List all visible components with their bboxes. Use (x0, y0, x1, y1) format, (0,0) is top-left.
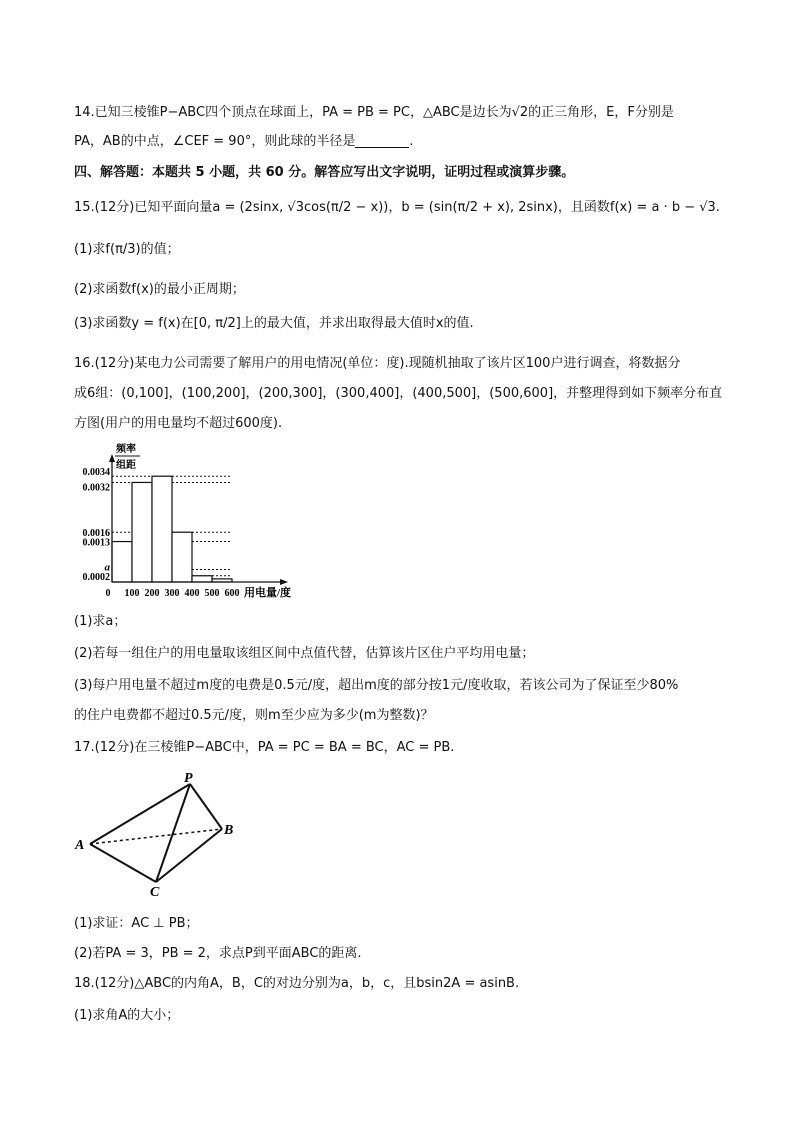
y-axis-arrow (109, 454, 115, 462)
frequency-histogram (70, 440, 310, 605)
tetrahedron-figure (70, 768, 240, 900)
x-tick-label-2: 200 (144, 588, 160, 599)
x-tick-label-6: 600 (224, 588, 240, 599)
bar-0 (112, 542, 132, 582)
bar-4 (192, 576, 212, 582)
y-label-numerator: 频率 (116, 444, 136, 455)
x-tick-label-4: 400 (184, 588, 200, 599)
q14-line2-end: . (409, 134, 414, 149)
q15-stem: 15.(12分)已知平面向量a = (2sinx, √3cos(π/2 − x))，b = (sin(π/2 + x), 2sinx)，且函数f(x) = a · b − √3. (74, 200, 720, 215)
q16-part2: (2)若每一组住户的用电量取该组区间中点值代替，估算该片区住户平均用电量； (74, 646, 535, 661)
histogram-group (83, 442, 292, 599)
vertex-label-A: A (75, 838, 85, 853)
bar-3 (172, 532, 192, 582)
q15-part2: (2)求函数f(x)的最小正周期； (74, 282, 245, 297)
bar-2 (152, 476, 172, 582)
y-tick-label-3: 0.0013 (82, 537, 110, 549)
x-tick-label-0: 0 (105, 588, 111, 599)
q18-part1: (1)求角A的大小； (74, 1008, 180, 1023)
y-tick-label-4: a (104, 561, 110, 574)
vertex-label-C: C (150, 885, 160, 900)
y-tick-label-2: 0.0016 (82, 528, 110, 540)
edge-AC (90, 844, 156, 882)
q14-line2-text: PA，AB的中点，∠CEF = 90°，则此球的半径是 (74, 134, 356, 149)
section-4-heading: 四、解答题：本题共 5 小题，共 60 分。解答应写出文字说明，证明过程或演算步骤。 (74, 165, 575, 180)
q15-part3: (3)求函数y = f(x)在[0, π/2]上的最大值，并求出取得最大值时x的值. (74, 316, 474, 331)
y-tick-label-5: 0.0002 (82, 571, 110, 583)
x-axis-label: 用电量/度 (244, 587, 292, 599)
x-tick-label-3: 300 (164, 588, 180, 599)
q16-part1: (1)求a； (74, 614, 127, 629)
vertex-label-B: B (224, 823, 234, 838)
q16-stem-line1: 16.(12分)某电力公司需要了解用户的用电情况(单位：度).现随机抽取了该片区100户进行调查，将数据分 (74, 356, 681, 371)
edge-PB (190, 784, 222, 829)
q16-part3-line1: (3)每户用电量不超过m度的电费是0.5元/度，超出m度的部分按1元/度收取，若该公司为了保证至少80% (74, 678, 679, 693)
q14-line1: 14.已知三棱锥P−ABC四个顶点在球面上，PA = PB = PC，△ABC是边长为√2的正三角形，E，F分别是 (74, 105, 674, 120)
bar-1 (132, 482, 152, 582)
y-tick-label-1: 0.0032 (82, 482, 110, 494)
q17-stem: 17.(12分)在三棱锥P−ABC中，PA = PC = BA = BC，AC = PB. (74, 740, 455, 755)
x-axis-arrow (280, 579, 288, 585)
q15-part1: (1)求f(π/3)的值； (74, 242, 180, 257)
answer-blank (355, 133, 409, 148)
q16-stem-line2: 成6组：(0,100]，(100,200]，(200,300]，(300,400]，(400,500]，(500,600]，并整理得到如下频率分布直 (74, 386, 723, 401)
q17-part1: (1)求证：AC ⊥ PB； (74, 916, 199, 931)
q16-stem-line3: 方图(用户的用电量均不超过600度). (74, 416, 283, 431)
y-tick-label-0: 0.0034 (82, 467, 110, 479)
x-tick-label-5: 500 (204, 588, 220, 599)
q17-part2: (2)若PA = 3，PB = 2，求点P到平面ABC的距离. (74, 946, 362, 961)
q14-line2 (74, 132, 724, 152)
q18-stem: 18.(12分)△ABC的内角A，B，C的对边分别为a，b，c，且bsin2A = asinB. (74, 976, 520, 991)
y-label-denominator: 组距 (116, 460, 136, 471)
vertex-label-P: P (184, 771, 193, 786)
x-tick-label-1: 100 (124, 588, 140, 599)
q16-part3-line2: 的住户电费都不超过0.5元/度，则m至少应为多少(m为整数)？ (74, 708, 434, 723)
